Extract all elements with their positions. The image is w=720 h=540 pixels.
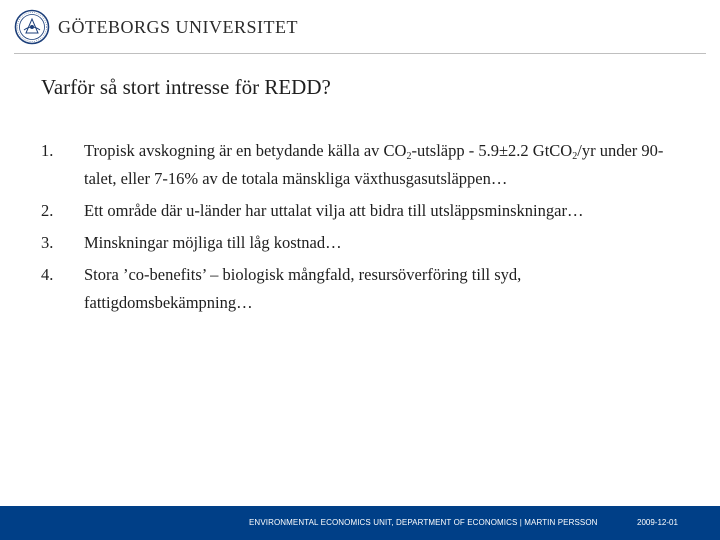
footer-date: 2009-12-01 <box>637 518 678 527</box>
item-text-part: /yr under 90-talet, eller 7-16% av de totala mänskliga växthusgasutsläppen… <box>84 141 664 188</box>
footer-text: ENVIRONMENTAL ECONOMICS UNIT, DEPARTMENT OF ECONOMICS | MARTIN PERSSON <box>249 518 598 527</box>
item-text: Minskningar möjliga till låg kostnad… <box>84 233 342 252</box>
list-item <box>41 197 691 225</box>
slide-header <box>0 0 720 52</box>
item-number: 4. <box>41 265 54 284</box>
footer-bar <box>0 506 720 540</box>
header-divider <box>14 53 706 54</box>
reason-list <box>41 137 691 317</box>
item-text: Stora ’co-benefits’ – biologisk mångfald, resursöverföring till syd, fattigdomsbekämpning… <box>84 265 522 312</box>
item-number: 1. <box>41 141 54 160</box>
item-text-part: Tropisk avskogning är en betydande källa av CO <box>84 141 407 160</box>
list-item <box>41 229 691 257</box>
item-text-part: -utsläpp - 5.9±2.2 GtCO <box>411 141 573 160</box>
item-text: Ett område där u-länder har uttalat vilja att bidra till utsläppsminskningar… <box>84 201 584 220</box>
university-seal-icon <box>14 9 50 45</box>
list-item <box>41 137 691 193</box>
list-item <box>41 261 691 317</box>
slide-title: Varför så stort intresse för REDD? <box>41 75 331 99</box>
subscript: 2 <box>406 151 412 162</box>
item-number: 2. <box>41 201 54 220</box>
university-name: GÖTEBORGS UNIVERSITET <box>58 17 298 37</box>
subscript: 2 <box>572 151 578 162</box>
item-number: 3. <box>41 233 54 252</box>
